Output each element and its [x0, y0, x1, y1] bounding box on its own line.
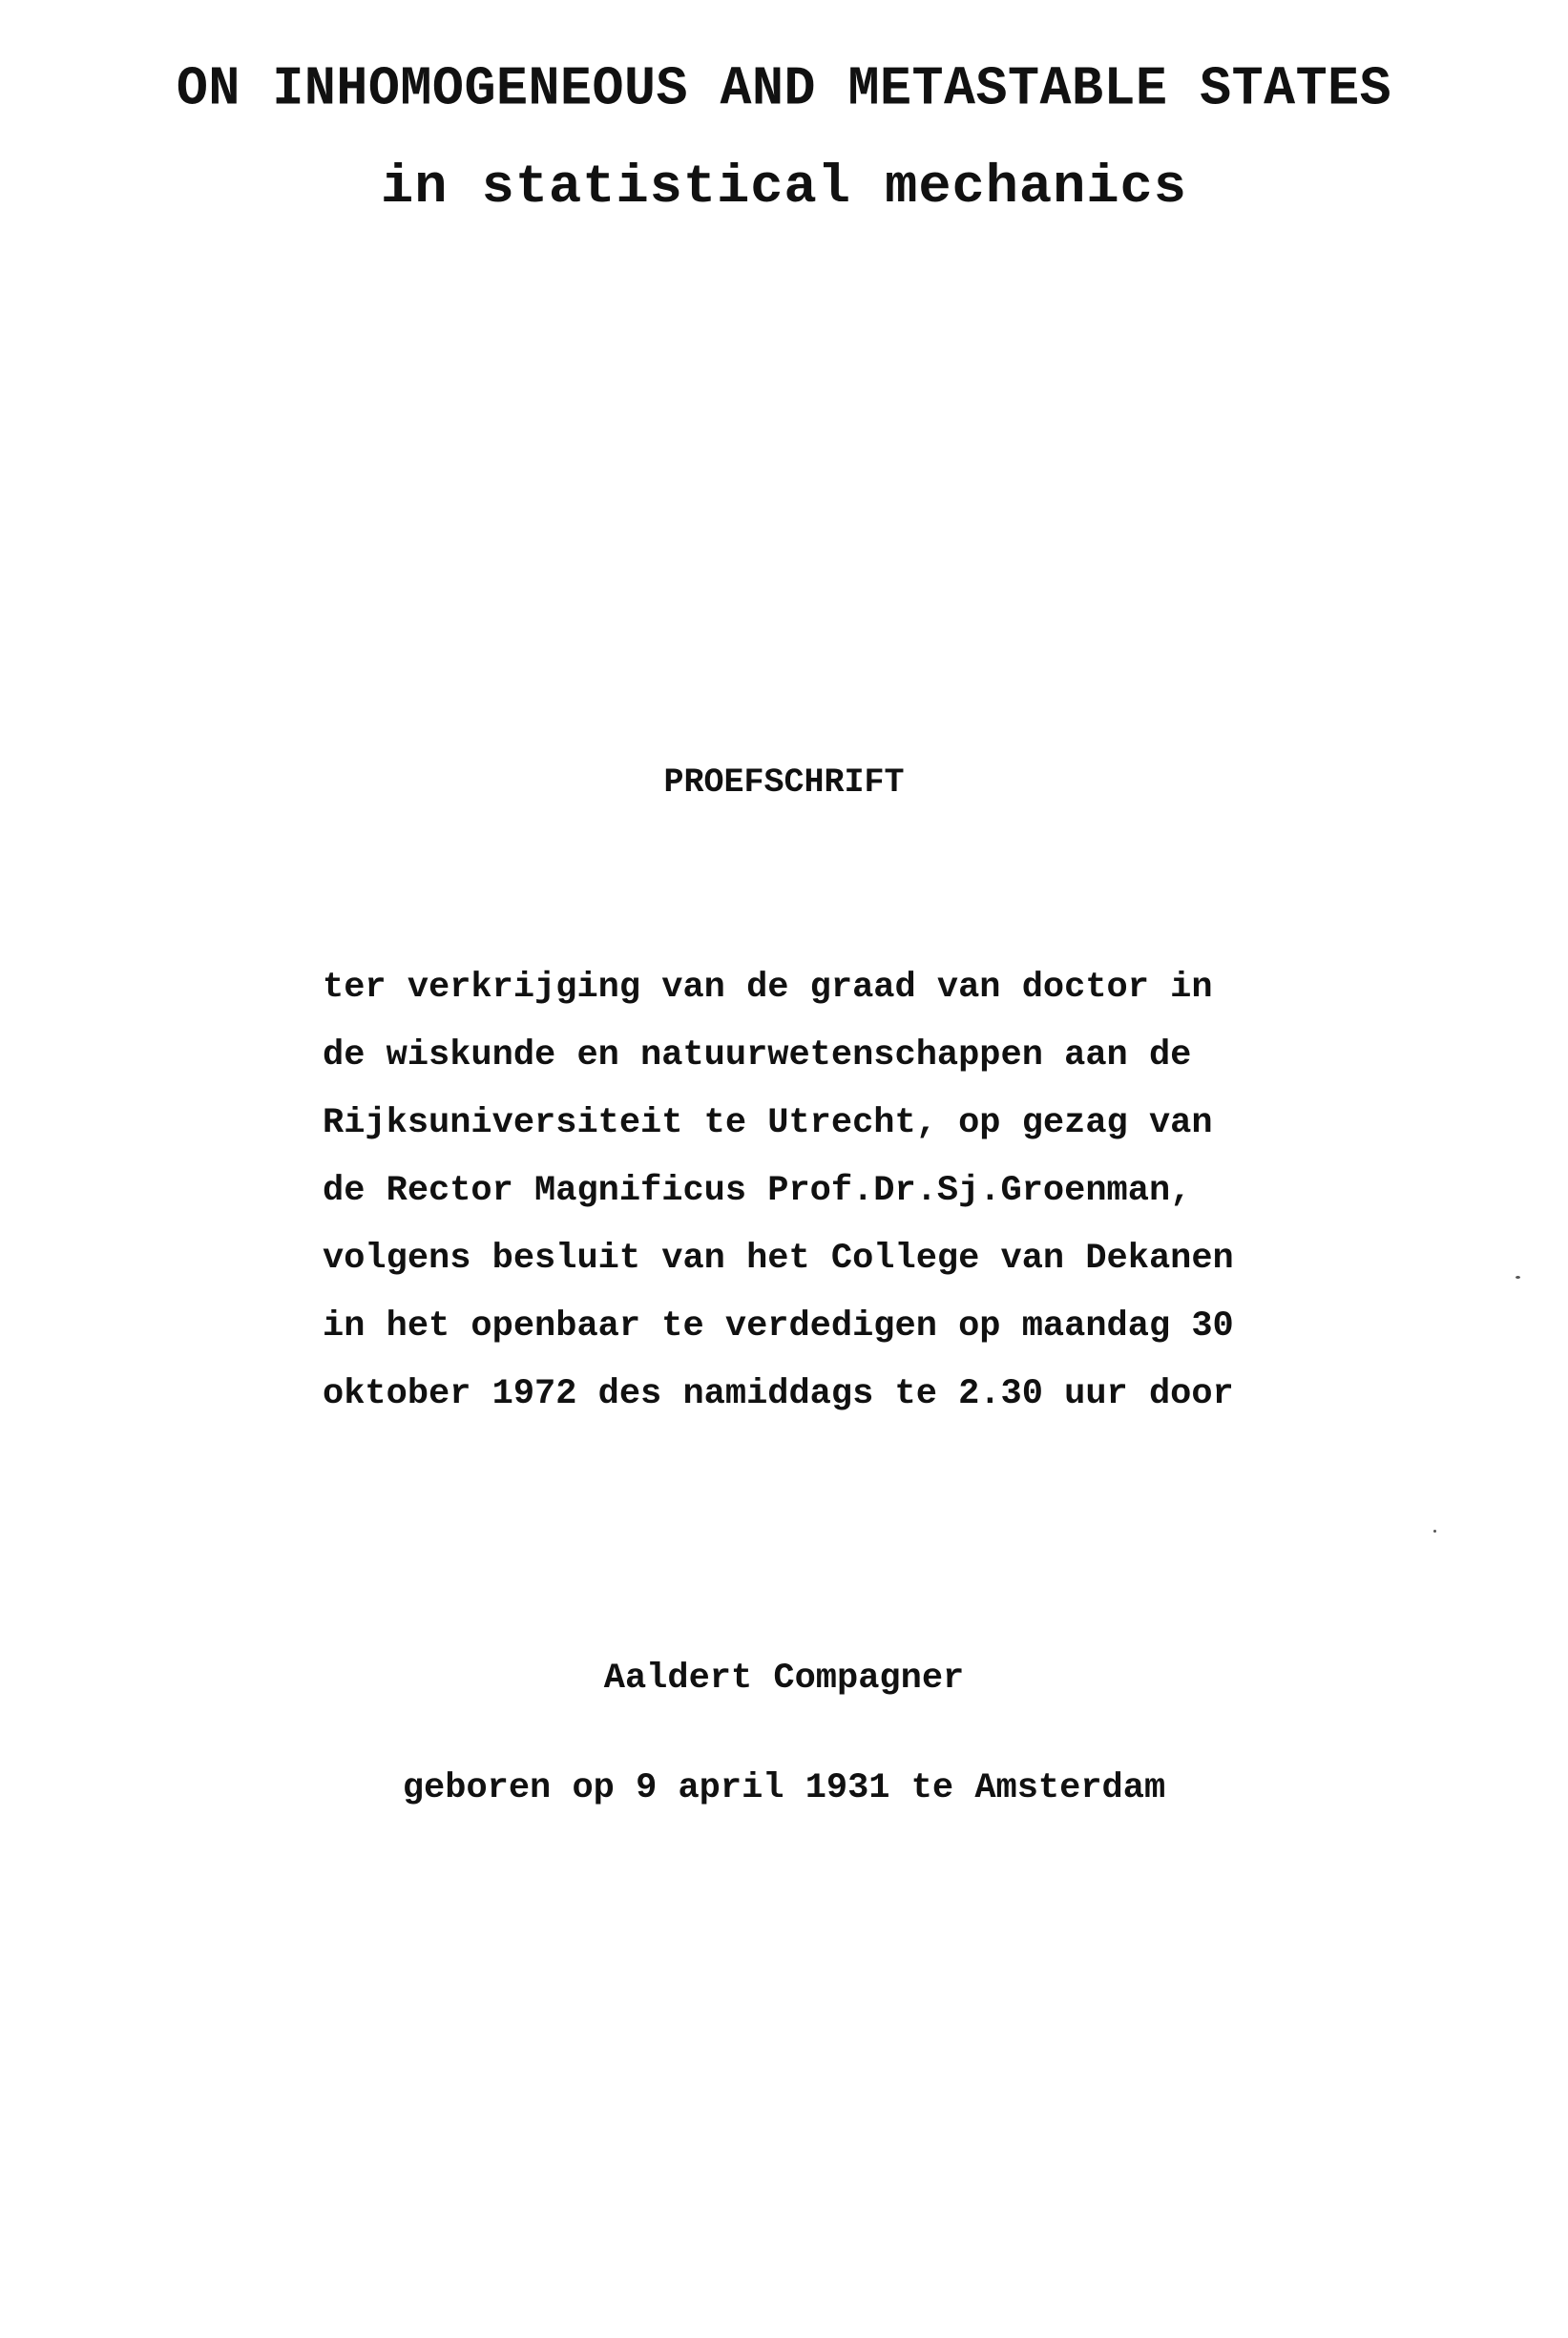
statement-line: ter verkrijging van de graad van doctor in — [323, 968, 1213, 1008]
document-type-heading: PROEFSCHRIFT — [663, 763, 905, 802]
thesis-subtitle: in statistical mechanics — [381, 157, 1187, 219]
author-name: Aaldert Compagner — [603, 1659, 965, 1699]
statement-line: Rijksuniversiteit te Utrecht, op gezag van — [323, 1103, 1213, 1143]
statement-line: volgens besluit van het College van Dekanen — [323, 1239, 1234, 1279]
scan-speck — [1433, 1530, 1436, 1533]
statement-line: in het openbaar te verdedigen op maandag 30 — [323, 1306, 1234, 1346]
statement-line: oktober 1972 des namiddags te 2.30 uur door — [323, 1374, 1234, 1414]
statement-line: de wiskunde en natuurwetenschappen aan de — [323, 1035, 1192, 1075]
thesis-title: ON INHOMOGENEOUS AND METASTABLE STATES — [176, 57, 1392, 121]
degree-statement — [323, 954, 1420, 1429]
statement-line: de Rector Magnificus Prof.Dr.Sj.Groenman, — [323, 1171, 1192, 1211]
scan-speck — [1516, 1276, 1520, 1279]
author-birth: geboren op 9 april 1931 te Amsterdam — [402, 1768, 1166, 1808]
